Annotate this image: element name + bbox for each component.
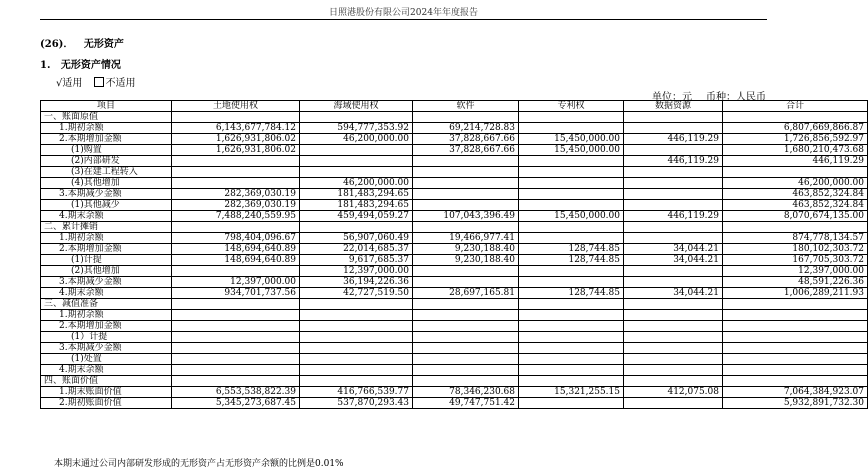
table-cell <box>519 233 624 244</box>
table-cell <box>519 376 624 387</box>
table-cell <box>624 354 723 365</box>
table-cell <box>519 365 624 376</box>
currency-label: 币种：人民币 <box>706 92 766 103</box>
table-cell <box>300 321 413 332</box>
unit-label: 单位：元 <box>652 92 692 103</box>
table-cell <box>413 266 519 277</box>
table-cell <box>624 299 723 310</box>
table-cell <box>172 365 300 376</box>
table-cell: 22,014,685.37 <box>300 244 413 255</box>
table-cell <box>172 178 300 189</box>
footnote: 本期末通过公司内部研发形成的无形资产占无形资产余额的比例是0.01% <box>54 459 344 469</box>
row-label: 一、账面原值 <box>41 112 172 123</box>
table-cell: 167,705,303.72 <box>723 255 868 266</box>
table-row <box>41 134 868 145</box>
table-cell <box>624 145 723 156</box>
row-label: 3.本期减少金额 <box>41 277 172 288</box>
table-row <box>41 123 868 134</box>
row-label: 三、减值准备 <box>41 299 172 310</box>
table-cell <box>172 156 300 167</box>
table-cell <box>413 332 519 343</box>
table-cell <box>624 277 723 288</box>
table-cell <box>519 398 624 409</box>
table-cell: 128,744.85 <box>519 255 624 266</box>
table-cell <box>723 343 868 354</box>
table-cell: 28,697,165.81 <box>413 288 519 299</box>
table-cell <box>300 343 413 354</box>
table-cell: 15,450,000.00 <box>519 211 624 222</box>
table-cell <box>413 354 519 365</box>
table-row <box>41 299 868 310</box>
table-row <box>41 354 868 365</box>
row-label: 2.本期增加金额 <box>41 244 172 255</box>
table-cell: 107,043,396.49 <box>413 211 519 222</box>
table-cell <box>723 354 868 365</box>
table-cell: 6,143,677,784.12 <box>172 123 300 134</box>
table-row <box>41 145 868 156</box>
table-cell: 34,044.21 <box>624 244 723 255</box>
row-label: 1.期初余额 <box>41 310 172 321</box>
table-row <box>41 156 868 167</box>
table-cell <box>519 354 624 365</box>
row-label: 2.期初账面价值 <box>41 398 172 409</box>
table-cell <box>413 376 519 387</box>
table-cell: 15,321,255.15 <box>519 387 624 398</box>
table-cell: 416,766,539.77 <box>300 387 413 398</box>
table-cell: 37,828,667.66 <box>413 134 519 145</box>
table-cell <box>624 189 723 200</box>
row-label: 4.期末余额 <box>41 288 172 299</box>
intangible-assets-table <box>40 100 868 409</box>
table-cell: 1,626,931,806.02 <box>172 134 300 145</box>
table-cell <box>172 332 300 343</box>
table-cell: 128,744.85 <box>519 244 624 255</box>
table-cell: 1,006,289,211.93 <box>723 288 868 299</box>
row-label: (1)计提 <box>41 255 172 266</box>
table-header-row <box>41 101 868 112</box>
subsection-number: 1. <box>40 60 51 71</box>
section-title <box>40 35 124 50</box>
table-cell <box>172 354 300 365</box>
table-cell: 446,119.29 <box>624 211 723 222</box>
table-cell <box>624 123 723 134</box>
table-cell: 36,194,226.36 <box>300 277 413 288</box>
table-body <box>41 112 868 409</box>
row-label: (4)其他增加 <box>41 178 172 189</box>
table-cell: 12,397,000.00 <box>723 266 868 277</box>
table-cell: 1,726,856,592.97 <box>723 134 868 145</box>
table-cell <box>300 299 413 310</box>
table-cell: 48,591,226.36 <box>723 277 868 288</box>
row-label: 1.期初余额 <box>41 123 172 134</box>
table-cell: 78,346,230.68 <box>413 387 519 398</box>
table-cell <box>519 112 624 123</box>
table-cell <box>624 343 723 354</box>
table-cell <box>172 299 300 310</box>
column-header: 海域使用权 <box>300 101 413 112</box>
table-cell: 537,870,293.43 <box>300 398 413 409</box>
table-cell: 446,119.29 <box>624 156 723 167</box>
row-label: (1)购置 <box>41 145 172 156</box>
table-cell <box>519 178 624 189</box>
table-cell <box>172 343 300 354</box>
table-cell <box>624 222 723 233</box>
table-cell <box>172 167 300 178</box>
table-row <box>41 167 868 178</box>
table-cell: 934,701,737.56 <box>172 288 300 299</box>
table-cell <box>300 376 413 387</box>
table-cell <box>624 332 723 343</box>
table-cell <box>624 266 723 277</box>
table-cell <box>172 222 300 233</box>
table-cell: 7,488,240,559.95 <box>172 211 300 222</box>
column-header: 软件 <box>413 101 519 112</box>
table-cell: 5,345,273,687.45 <box>172 398 300 409</box>
table-cell: 282,369,030.19 <box>172 200 300 211</box>
table-row <box>41 288 868 299</box>
table-cell <box>519 189 624 200</box>
table-cell: 7,064,384,923.07 <box>723 387 868 398</box>
table-cell: 282,369,030.19 <box>172 189 300 200</box>
table-cell: 8,070,674,135.00 <box>723 211 868 222</box>
table-row <box>41 321 868 332</box>
table-cell <box>300 167 413 178</box>
table-cell: 798,404,096.67 <box>172 233 300 244</box>
table-cell: 463,852,324.84 <box>723 200 868 211</box>
table-cell <box>413 321 519 332</box>
table-cell <box>300 310 413 321</box>
table-cell <box>172 321 300 332</box>
table-cell: 46,200,000.00 <box>300 178 413 189</box>
row-label: 3.本期减少金额 <box>41 189 172 200</box>
column-header: 合计 <box>723 101 868 112</box>
table-cell <box>624 376 723 387</box>
table-cell <box>624 321 723 332</box>
table-cell <box>413 310 519 321</box>
table-cell: 69,214,728.83 <box>413 123 519 134</box>
table-row <box>41 376 868 387</box>
table-cell: 6,807,669,866.87 <box>723 123 868 134</box>
table-cell: 5,932,891,732.30 <box>723 398 868 409</box>
table-cell <box>300 222 413 233</box>
table-cell: 12,397,000.00 <box>172 277 300 288</box>
table-cell <box>519 222 624 233</box>
table-cell <box>172 310 300 321</box>
table-cell <box>519 299 624 310</box>
table-cell <box>723 365 868 376</box>
table-row <box>41 211 868 222</box>
row-label: (1)其他减少 <box>41 200 172 211</box>
table-cell <box>413 299 519 310</box>
table-cell <box>723 167 868 178</box>
table-row <box>41 112 868 123</box>
table-cell <box>300 156 413 167</box>
table-row <box>41 233 868 244</box>
table-cell: 15,450,000.00 <box>519 134 624 145</box>
table-cell <box>723 332 868 343</box>
table-cell: 874,778,134.57 <box>723 233 868 244</box>
table-row <box>41 266 868 277</box>
table-cell: 412,075.08 <box>624 387 723 398</box>
table-cell <box>624 398 723 409</box>
column-header: 项目 <box>41 101 172 112</box>
table-row <box>41 178 868 189</box>
table-cell: 46,200,000.00 <box>300 134 413 145</box>
table-cell <box>519 156 624 167</box>
section-number: (26)． <box>40 39 74 50</box>
row-label: (3)在建工程转入 <box>41 167 172 178</box>
table-row <box>41 189 868 200</box>
column-header: 数据资源 <box>624 101 723 112</box>
table-cell <box>413 365 519 376</box>
table-cell: 181,483,294.65 <box>300 189 413 200</box>
table-cell <box>413 200 519 211</box>
table-cell <box>519 321 624 332</box>
table-cell: 56,907,060.49 <box>300 233 413 244</box>
table-cell <box>413 343 519 354</box>
table-cell <box>413 178 519 189</box>
applicability-options <box>56 74 136 89</box>
table-cell <box>624 200 723 211</box>
section-name: 无形资产 <box>83 39 124 50</box>
table-cell <box>413 189 519 200</box>
table-cell <box>624 112 723 123</box>
row-label: (2)内部研发 <box>41 156 172 167</box>
table-cell <box>413 222 519 233</box>
table-cell: 594,777,353.92 <box>300 123 413 134</box>
table-cell <box>300 112 413 123</box>
table-cell: 9,230,188.40 <box>413 244 519 255</box>
table-cell: 1,680,210,473.68 <box>723 145 868 156</box>
table-cell: 15,450,000.00 <box>519 145 624 156</box>
table-row <box>41 222 868 233</box>
table-cell <box>519 310 624 321</box>
table-cell <box>519 343 624 354</box>
table-cell <box>624 167 723 178</box>
table-cell: 446,119.29 <box>624 134 723 145</box>
empty-checkbox-icon <box>94 77 104 87</box>
table-cell: 19,466,977.41 <box>413 233 519 244</box>
table-cell: 463,852,324.84 <box>723 189 868 200</box>
table-cell <box>172 376 300 387</box>
table-row <box>41 244 868 255</box>
table-cell <box>300 354 413 365</box>
table-cell <box>519 167 624 178</box>
table-cell: 128,744.85 <box>519 288 624 299</box>
table-cell: 446,119.29 <box>723 156 868 167</box>
table-cell: 37,828,667.66 <box>413 145 519 156</box>
table-cell: 6,553,538,822.39 <box>172 387 300 398</box>
row-label: 四、账面价值 <box>41 376 172 387</box>
table-cell <box>519 123 624 134</box>
table-cell: 9,230,188.40 <box>413 255 519 266</box>
table-row <box>41 332 868 343</box>
not-applicable-label: 不适用 <box>105 78 136 89</box>
table-cell: 42,727,519.50 <box>300 288 413 299</box>
row-label: 3.本期减少金额 <box>41 343 172 354</box>
table-cell <box>300 365 413 376</box>
table-cell <box>519 200 624 211</box>
table-cell <box>723 321 868 332</box>
table-cell <box>723 222 868 233</box>
row-label: (2)其他增加 <box>41 266 172 277</box>
table-row <box>41 310 868 321</box>
table-cell <box>519 277 624 288</box>
table-cell <box>413 167 519 178</box>
table-cell <box>172 266 300 277</box>
row-label: 2.本期增加金额 <box>41 321 172 332</box>
check-mark-icon: √ <box>56 78 63 89</box>
table-cell <box>519 266 624 277</box>
table-cell: 181,483,294.65 <box>300 200 413 211</box>
table-row <box>41 365 868 376</box>
table-cell: 1,626,931,806.02 <box>172 145 300 156</box>
table-cell: 148,694,640.89 <box>172 244 300 255</box>
table-cell: 9,617,685.37 <box>300 255 413 266</box>
table-row <box>41 255 868 266</box>
column-header: 专利权 <box>519 101 624 112</box>
table-cell <box>723 112 868 123</box>
table-cell: 49,747,751.42 <box>413 398 519 409</box>
table-cell: 148,694,640.89 <box>172 255 300 266</box>
row-label: 4.期末余额 <box>41 211 172 222</box>
table-cell <box>300 332 413 343</box>
table-cell <box>723 310 868 321</box>
table-cell <box>624 233 723 244</box>
table-cell <box>413 277 519 288</box>
column-header: 土地使用权 <box>172 101 300 112</box>
table-cell <box>723 299 868 310</box>
table-cell <box>172 112 300 123</box>
row-label: 1.期末账面价值 <box>41 387 172 398</box>
row-label: (1）计提 <box>41 332 172 343</box>
table-cell: 12,397,000.00 <box>300 266 413 277</box>
table-cell <box>624 310 723 321</box>
subsection-title <box>40 56 121 71</box>
subsection-name: 无形资产情况 <box>60 60 121 71</box>
table-row <box>41 343 868 354</box>
applicable-label: 适用 <box>62 78 83 89</box>
report-header: 日照港股份有限公司2024年年度报告 <box>40 5 767 20</box>
table-cell: 34,044.21 <box>624 288 723 299</box>
row-label: 二、累计摊销 <box>41 222 172 233</box>
row-label: 1.期初余额 <box>41 233 172 244</box>
table-cell <box>300 145 413 156</box>
table-cell: 459,494,059.27 <box>300 211 413 222</box>
table-cell <box>413 112 519 123</box>
table-row <box>41 277 868 288</box>
table-cell: 180,102,303.72 <box>723 244 868 255</box>
table-cell: 34,044.21 <box>624 255 723 266</box>
table-cell: 46,200,000.00 <box>723 178 868 189</box>
table-cell <box>413 156 519 167</box>
table-cell <box>624 178 723 189</box>
table-cell <box>624 365 723 376</box>
table-cell <box>723 376 868 387</box>
table-row <box>41 387 868 398</box>
row-label: 2.本期增加金额 <box>41 134 172 145</box>
table-cell <box>519 332 624 343</box>
table-row <box>41 398 868 409</box>
row-label: 4.期末余额 <box>41 365 172 376</box>
table-row <box>41 200 868 211</box>
row-label: (1)处置 <box>41 354 172 365</box>
